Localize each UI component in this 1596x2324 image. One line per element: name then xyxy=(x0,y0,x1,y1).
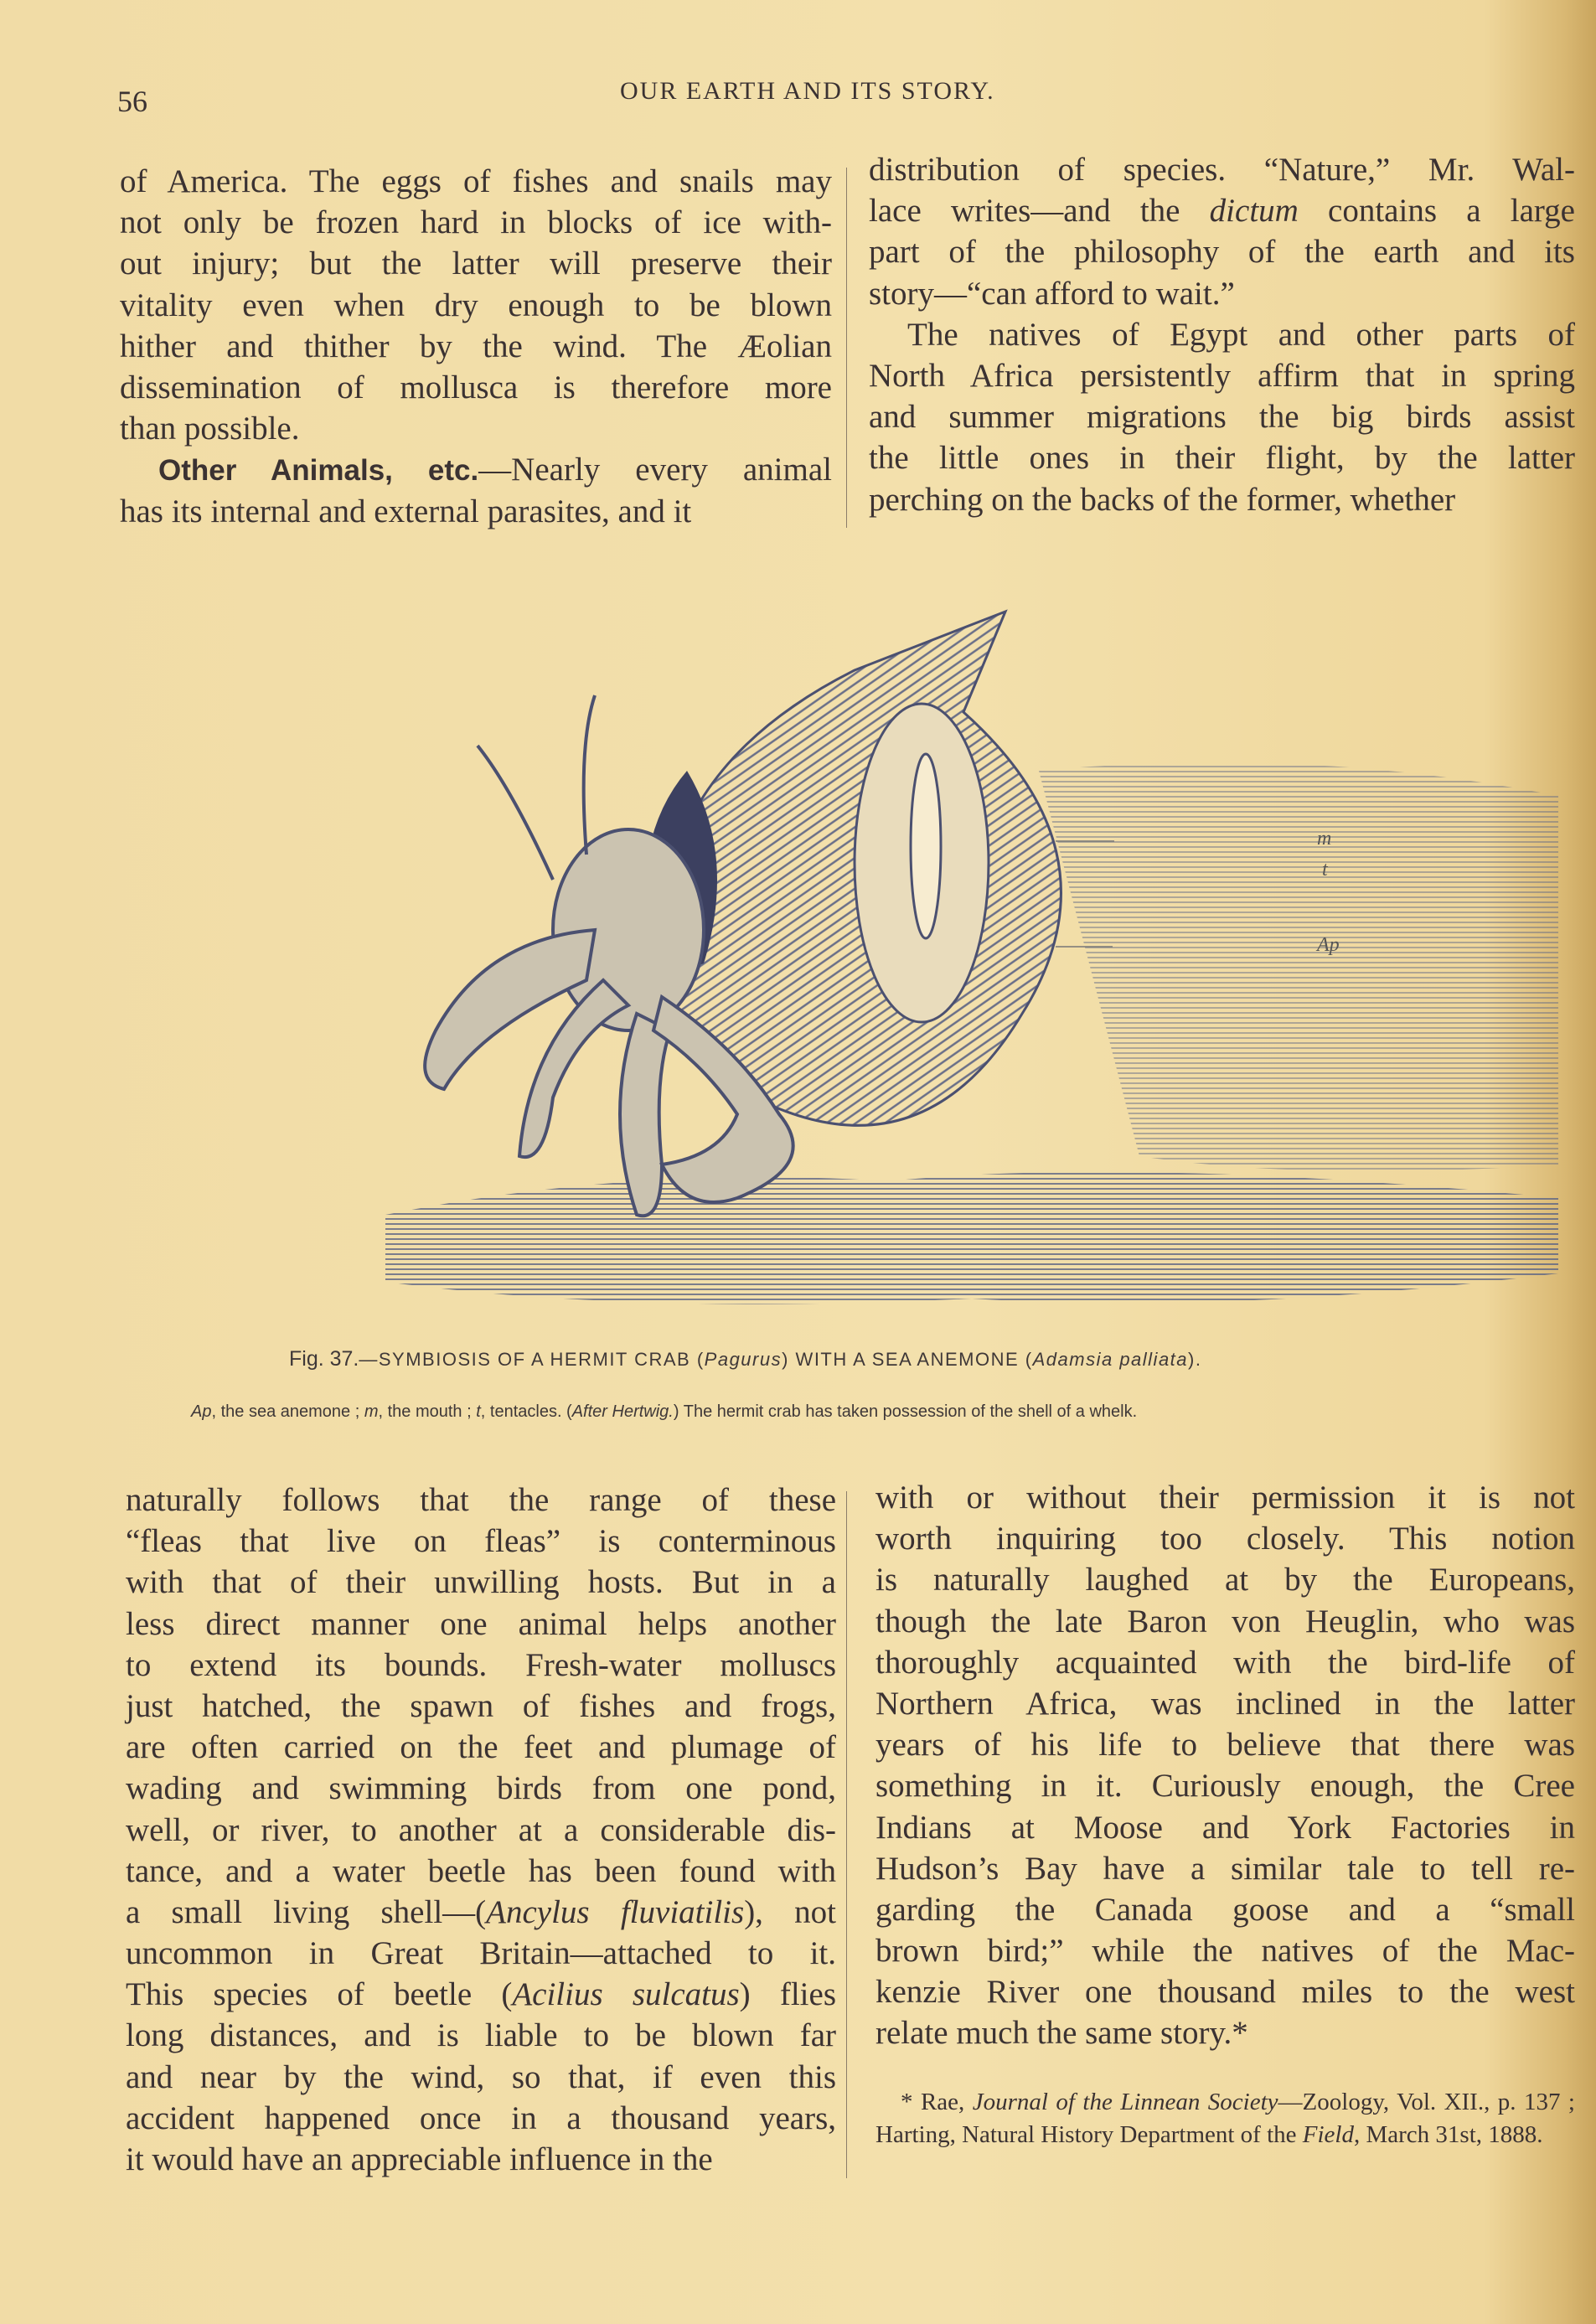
column-rule xyxy=(846,1491,847,2178)
text-run: the little ones in their flight, by the latter xyxy=(869,440,1575,477)
text-run: uncommon in Great Britain—attached to it. xyxy=(126,1935,836,1972)
text-run: Indians at Moose and York Factories in xyxy=(875,1809,1575,1846)
text-run: part of the philosophy of the earth and its xyxy=(869,234,1575,271)
text-line xyxy=(120,243,832,284)
legend-text: ) The hermit crab has taken possession of the shell of a whelk. xyxy=(673,1402,1138,1421)
text-line xyxy=(126,2139,836,2180)
text-line xyxy=(869,355,1575,396)
text-line xyxy=(875,2012,1575,2053)
italic-text: Journal of the Linnean Society xyxy=(972,2089,1278,2115)
legend-key: m xyxy=(364,1402,379,1421)
text-run: something in it. Curiously enough, the Cree xyxy=(875,1768,1575,1805)
text-line xyxy=(120,449,832,490)
text-run: lace writes—and the xyxy=(869,193,1210,230)
text-run: Hudson’s Bay have a similar tale to tell re- xyxy=(875,1850,1575,1887)
italic-text: dictum xyxy=(1209,193,1299,230)
text-line xyxy=(120,285,832,326)
text-run: worth inquiring too closely. This notion xyxy=(875,1521,1575,1557)
text-run: story—“can afford to wait.” xyxy=(869,275,1235,312)
legend-key: t xyxy=(476,1402,481,1421)
run-in-heading: Other Animals, etc. xyxy=(158,454,479,488)
text-line xyxy=(875,1559,1575,1600)
text-run: ), not xyxy=(744,1893,836,1930)
text-run: naturally follows that the range of these xyxy=(126,1482,836,1518)
text-line xyxy=(869,396,1575,437)
text-line xyxy=(875,1848,1575,1889)
text-run: less direct manner one animal helps another xyxy=(126,1605,836,1642)
text-line xyxy=(126,1892,836,1933)
text-run: just hatched, the spawn of fishes and frogs, xyxy=(126,1687,836,1724)
text-run: dissemination of mollusca is therefore more xyxy=(120,369,832,405)
text-line xyxy=(875,1477,1575,1518)
running-title: OUR EARTH AND ITS STORY. xyxy=(620,77,995,105)
text-run: to extend its bounds. Fresh-water molluscs xyxy=(126,1646,836,1683)
text-run: with or without their permission it is not xyxy=(875,1480,1575,1516)
italic-text: Field xyxy=(1302,2121,1354,2148)
text-run: thoroughly acquainted with the bird-life of xyxy=(875,1644,1575,1681)
label-ap: Ap xyxy=(1317,934,1340,956)
label-m: m xyxy=(1317,828,1332,850)
text-line xyxy=(126,1933,836,1974)
text-line xyxy=(869,479,1575,520)
text-line xyxy=(120,491,832,532)
figure-caption-legend xyxy=(191,1402,1137,1422)
footnote xyxy=(875,2086,1575,2151)
text-run: than possible. xyxy=(120,411,300,447)
italic-text: Ancylus fluviatilis xyxy=(486,1893,745,1930)
text-line xyxy=(869,231,1575,272)
italic-text: Acilius sulcatus xyxy=(512,1976,740,2013)
text-run: , March 31st, 1888. xyxy=(1353,2121,1543,2148)
text-run: wading and swimming birds from one pond, xyxy=(126,1770,836,1807)
text-run: and summer migrations the big birds assist xyxy=(869,399,1575,436)
text-run: ) flies xyxy=(739,1976,836,2013)
text-run: contains a large xyxy=(1298,193,1575,230)
text-run: of America. The eggs of fishes and snails may xyxy=(120,163,832,199)
text-run: years of his life to believe that there was xyxy=(875,1727,1575,1764)
text-run: Northern Africa, was inclined in the latter xyxy=(875,1685,1575,1722)
text-run: well, or river, to another at a considerable dis- xyxy=(126,1811,836,1848)
text-line xyxy=(126,1727,836,1768)
text-line xyxy=(120,367,832,408)
legend-key: Ap xyxy=(191,1402,212,1421)
text-line xyxy=(120,408,832,449)
text-run: “fleas that live on fleas” is conterminous xyxy=(126,1523,836,1560)
text-line xyxy=(126,1768,836,1809)
text-run: a small living shell—( xyxy=(126,1893,487,1930)
text-run: North Africa persistently affirm that in spring xyxy=(869,357,1575,394)
text-run: accident happened once in a thousand years, xyxy=(126,2099,836,2136)
figure-caption-title xyxy=(289,1347,1202,1371)
text-run: hither and thither by the wind. The Æolian xyxy=(120,328,832,364)
text-run: kenzie River one thousand miles to the west xyxy=(875,1974,1575,2011)
caption-text: ). xyxy=(1188,1349,1202,1370)
bottom-right-column xyxy=(875,1477,1575,2054)
text-line xyxy=(126,1480,836,1521)
text-run: perching on the backs of the former, whether xyxy=(869,481,1456,518)
text-line xyxy=(126,1604,836,1645)
text-line xyxy=(126,1851,836,1892)
caption-italic: Adamsia palliata xyxy=(1032,1349,1189,1370)
text-run: though the late Baron von Heuglin, who was xyxy=(875,1603,1575,1640)
text-line xyxy=(875,1724,1575,1765)
text-line xyxy=(875,1601,1575,1642)
caption-italic: Pagurus xyxy=(704,1349,783,1370)
text-run: are often carried on the feet and plumage of xyxy=(126,1729,836,1766)
caption-text: ) WITH A SEA ANEMONE ( xyxy=(782,1349,1033,1370)
text-run: relate much the same story.* xyxy=(875,2015,1248,2052)
text-line xyxy=(126,2098,836,2139)
text-line xyxy=(126,2015,836,2056)
legend-text: , the mouth ; xyxy=(378,1402,477,1421)
text-run: vitality even when dry enough to be blown xyxy=(120,287,832,323)
text-line xyxy=(869,273,1575,314)
text-run: out injury; but the latter will preserve their xyxy=(120,245,832,282)
text-run: * Rae, xyxy=(901,2089,973,2115)
text-run: it would have an appreciable influence in the xyxy=(126,2141,713,2177)
label-t: t xyxy=(1322,859,1328,881)
text-line xyxy=(875,1889,1575,1930)
legend-text: , tentacles. ( xyxy=(480,1402,572,1421)
text-line xyxy=(875,1930,1575,1971)
text-line xyxy=(875,1765,1575,1806)
text-line xyxy=(126,1686,836,1727)
text-line xyxy=(875,1518,1575,1559)
text-line xyxy=(875,1642,1575,1683)
text-run: long distances, and is liable to be blown far xyxy=(126,2017,836,2054)
text-line xyxy=(126,2057,836,2098)
text-line xyxy=(126,1562,836,1603)
text-line xyxy=(126,1974,836,2015)
top-left-column xyxy=(120,161,832,532)
text-run: brown bird;” while the natives of the Mac- xyxy=(875,1933,1575,1970)
legend-key: After Hertwig. xyxy=(571,1402,674,1421)
text-line xyxy=(875,1807,1575,1848)
text-run: —Zoology, Vol. XII., p. 137 ; Harting, Natural History Department of the xyxy=(875,2089,1575,2148)
text-run: and near by the wind, so that, if even this xyxy=(126,2058,836,2095)
page-number: 56 xyxy=(117,85,147,118)
rock-background xyxy=(1039,762,1558,1171)
seabed xyxy=(385,1172,1558,1304)
text-line xyxy=(869,314,1575,355)
text-run: has its internal and external parasites, and it xyxy=(120,493,692,529)
text-line xyxy=(120,326,832,367)
text-line xyxy=(120,202,832,243)
text-run: tance, and a water beetle has been found with xyxy=(126,1852,836,1889)
caption-text: —SYMBIOSIS OF A HERMIT CRAB ( xyxy=(359,1349,705,1370)
legend-text: , the sea anemone ; xyxy=(211,1402,364,1421)
text-run: distribution of species. “Nature,” Mr. Wal- xyxy=(869,152,1575,188)
column-rule xyxy=(846,168,847,528)
text-run: not only be frozen hard in blocks of ice with- xyxy=(120,204,832,241)
text-line xyxy=(875,1971,1575,2012)
text-line xyxy=(875,1683,1575,1724)
figure-number: Fig. 37. xyxy=(289,1347,359,1371)
bottom-left-column xyxy=(126,1480,836,2180)
text-line xyxy=(120,161,832,202)
text-run: garding the Canada goose and a “small xyxy=(875,1891,1575,1928)
text-run: —Nearly every animal xyxy=(478,452,832,488)
top-right-column xyxy=(869,149,1575,520)
text-run: is naturally laughed at by the Europeans, xyxy=(875,1562,1575,1598)
hermit-crab-illustration xyxy=(385,578,1558,1324)
text-line xyxy=(126,1521,836,1562)
text-line xyxy=(126,1645,836,1686)
text-line xyxy=(869,190,1575,231)
text-line xyxy=(869,149,1575,190)
text-run: The natives of Egypt and other parts of xyxy=(907,316,1575,353)
text-run: This species of beetle ( xyxy=(126,1976,513,2013)
text-line xyxy=(869,437,1575,478)
text-run: with that of their unwilling hosts. But in a xyxy=(126,1564,836,1601)
text-line xyxy=(126,1810,836,1851)
